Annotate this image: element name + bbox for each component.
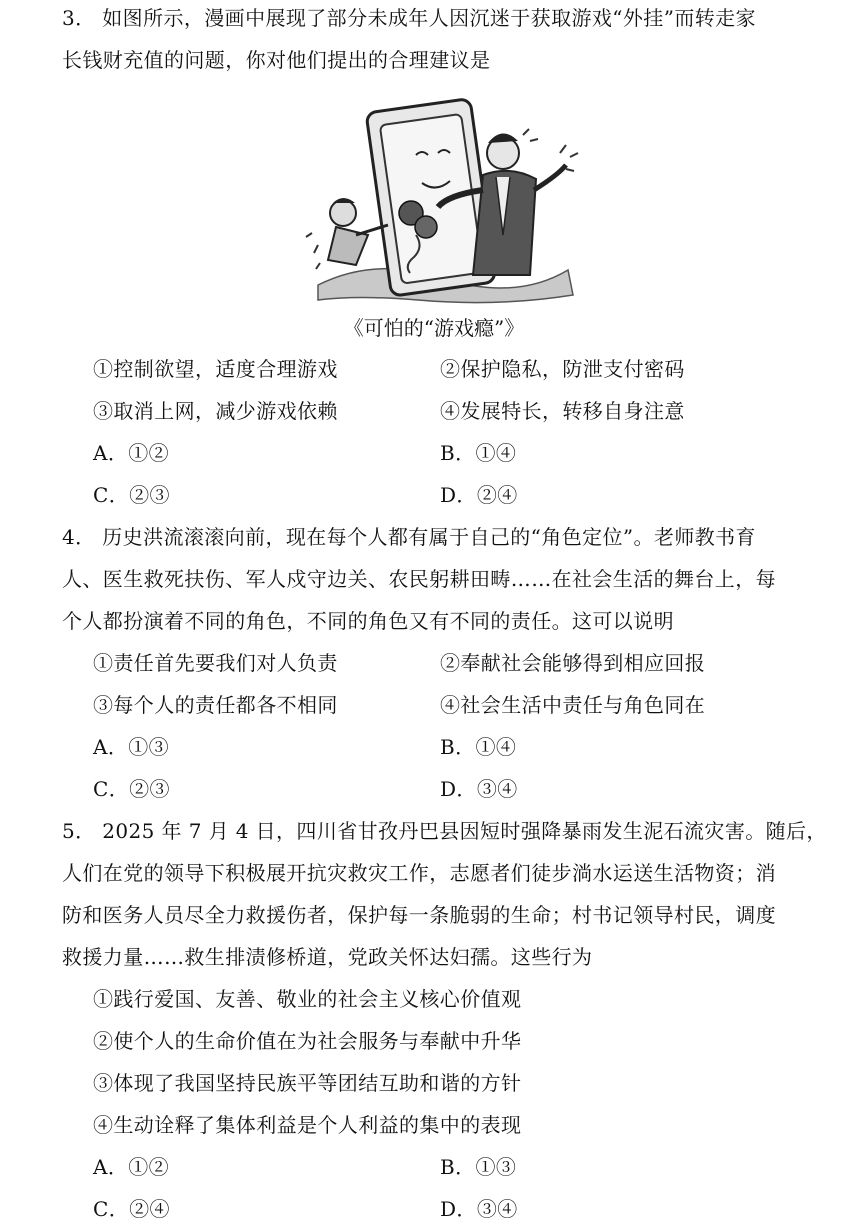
q3-item-4: ④发展特长，转移自身注意 <box>440 399 685 423</box>
cartoon-illustration <box>298 95 584 307</box>
q5-stem-line-3: 防和医务人员尽全力救援伤者，保护每一条脆弱的生命；村书记领导村民，调度 <box>62 903 776 927</box>
q3-item-1: ①控制欲望，适度合理游戏 <box>93 357 338 381</box>
q5-item-1: ①践行爱国、友善、敬业的社会主义核心价值观 <box>93 987 522 1011</box>
q4-item-4: ④社会生活中责任与角色同在 <box>440 693 706 717</box>
q5-item-2: ②使个人的生命价值在为社会服务与奉献中升华 <box>93 1029 522 1053</box>
q5-stem-line-2: 人们在党的领导下积极展开抗灾救灾工作，志愿者们徒步淌水运送生活物资；消 <box>62 861 776 885</box>
q3-choice-a: A．①② <box>93 441 170 465</box>
cartoon-caption: 《可怕的“游戏瘾”》 <box>343 316 525 340</box>
q4-item-3: ③每个人的责任都各不相同 <box>93 693 338 717</box>
q5-choice-b: B．①③ <box>440 1155 517 1179</box>
q5-item-4: ④生动诠释了集体利益是个人利益的集中的表现 <box>93 1113 522 1137</box>
q4-choice-a: A．①③ <box>93 735 170 759</box>
q4-item-1: ①责任首先要我们对人负责 <box>93 651 338 675</box>
q4-stem-line-2: 人、医生救死扶伤、军人戍守边关、农民躬耕田畴……在社会生活的舞台上，每 <box>62 567 776 591</box>
q3-item-2: ②保护隐私，防泄支付密码 <box>440 357 685 381</box>
q3-choice-b: B．①④ <box>440 441 517 465</box>
q5-item-3: ③体现了我国坚持民族平等团结互助和谐的方针 <box>93 1071 522 1095</box>
q3-choice-c: C．②③ <box>93 483 170 507</box>
q3-item-3: ③取消上网，减少游戏依赖 <box>93 399 338 423</box>
q5-choice-d: D．③④ <box>440 1197 518 1221</box>
q4-stem-line-1: 4． 历史洪流滚滚向前，现在每个人都有属于自己的“角色定位”。老师教书育 <box>62 525 756 549</box>
q4-item-2: ②奉献社会能够得到相应回报 <box>440 651 706 675</box>
q5-stem-line-1: 5． 2025 年 7 月 4 日，四川省甘孜丹巴县因短时强降暴雨发生泥石流灾害。随后， <box>62 819 827 843</box>
q5-choice-c: C．②④ <box>93 1197 170 1221</box>
q4-stem-line-3: 个人都扮演着不同的角色，不同的角色又有不同的责任。这可以说明 <box>62 609 674 633</box>
q4-choice-c: C．②③ <box>93 777 170 801</box>
q4-choice-d: D．③④ <box>440 777 518 801</box>
q3-stem-line-1: 3． 如图所示，漫画中展现了部分未成年人因沉迷于获取游戏“外挂”而转走家 <box>62 6 756 30</box>
q5-choice-a: A．①② <box>93 1155 170 1179</box>
q3-choice-d: D．②④ <box>440 483 518 507</box>
q5-stem-line-4: 救援力量……救生排渍修桥道，党政关怀达妇孺。这些行为 <box>62 945 593 969</box>
q3-stem-line-2: 长钱财充值的问题，你对他们提出的合理建议是 <box>62 48 491 72</box>
q4-choice-b: B．①④ <box>440 735 517 759</box>
